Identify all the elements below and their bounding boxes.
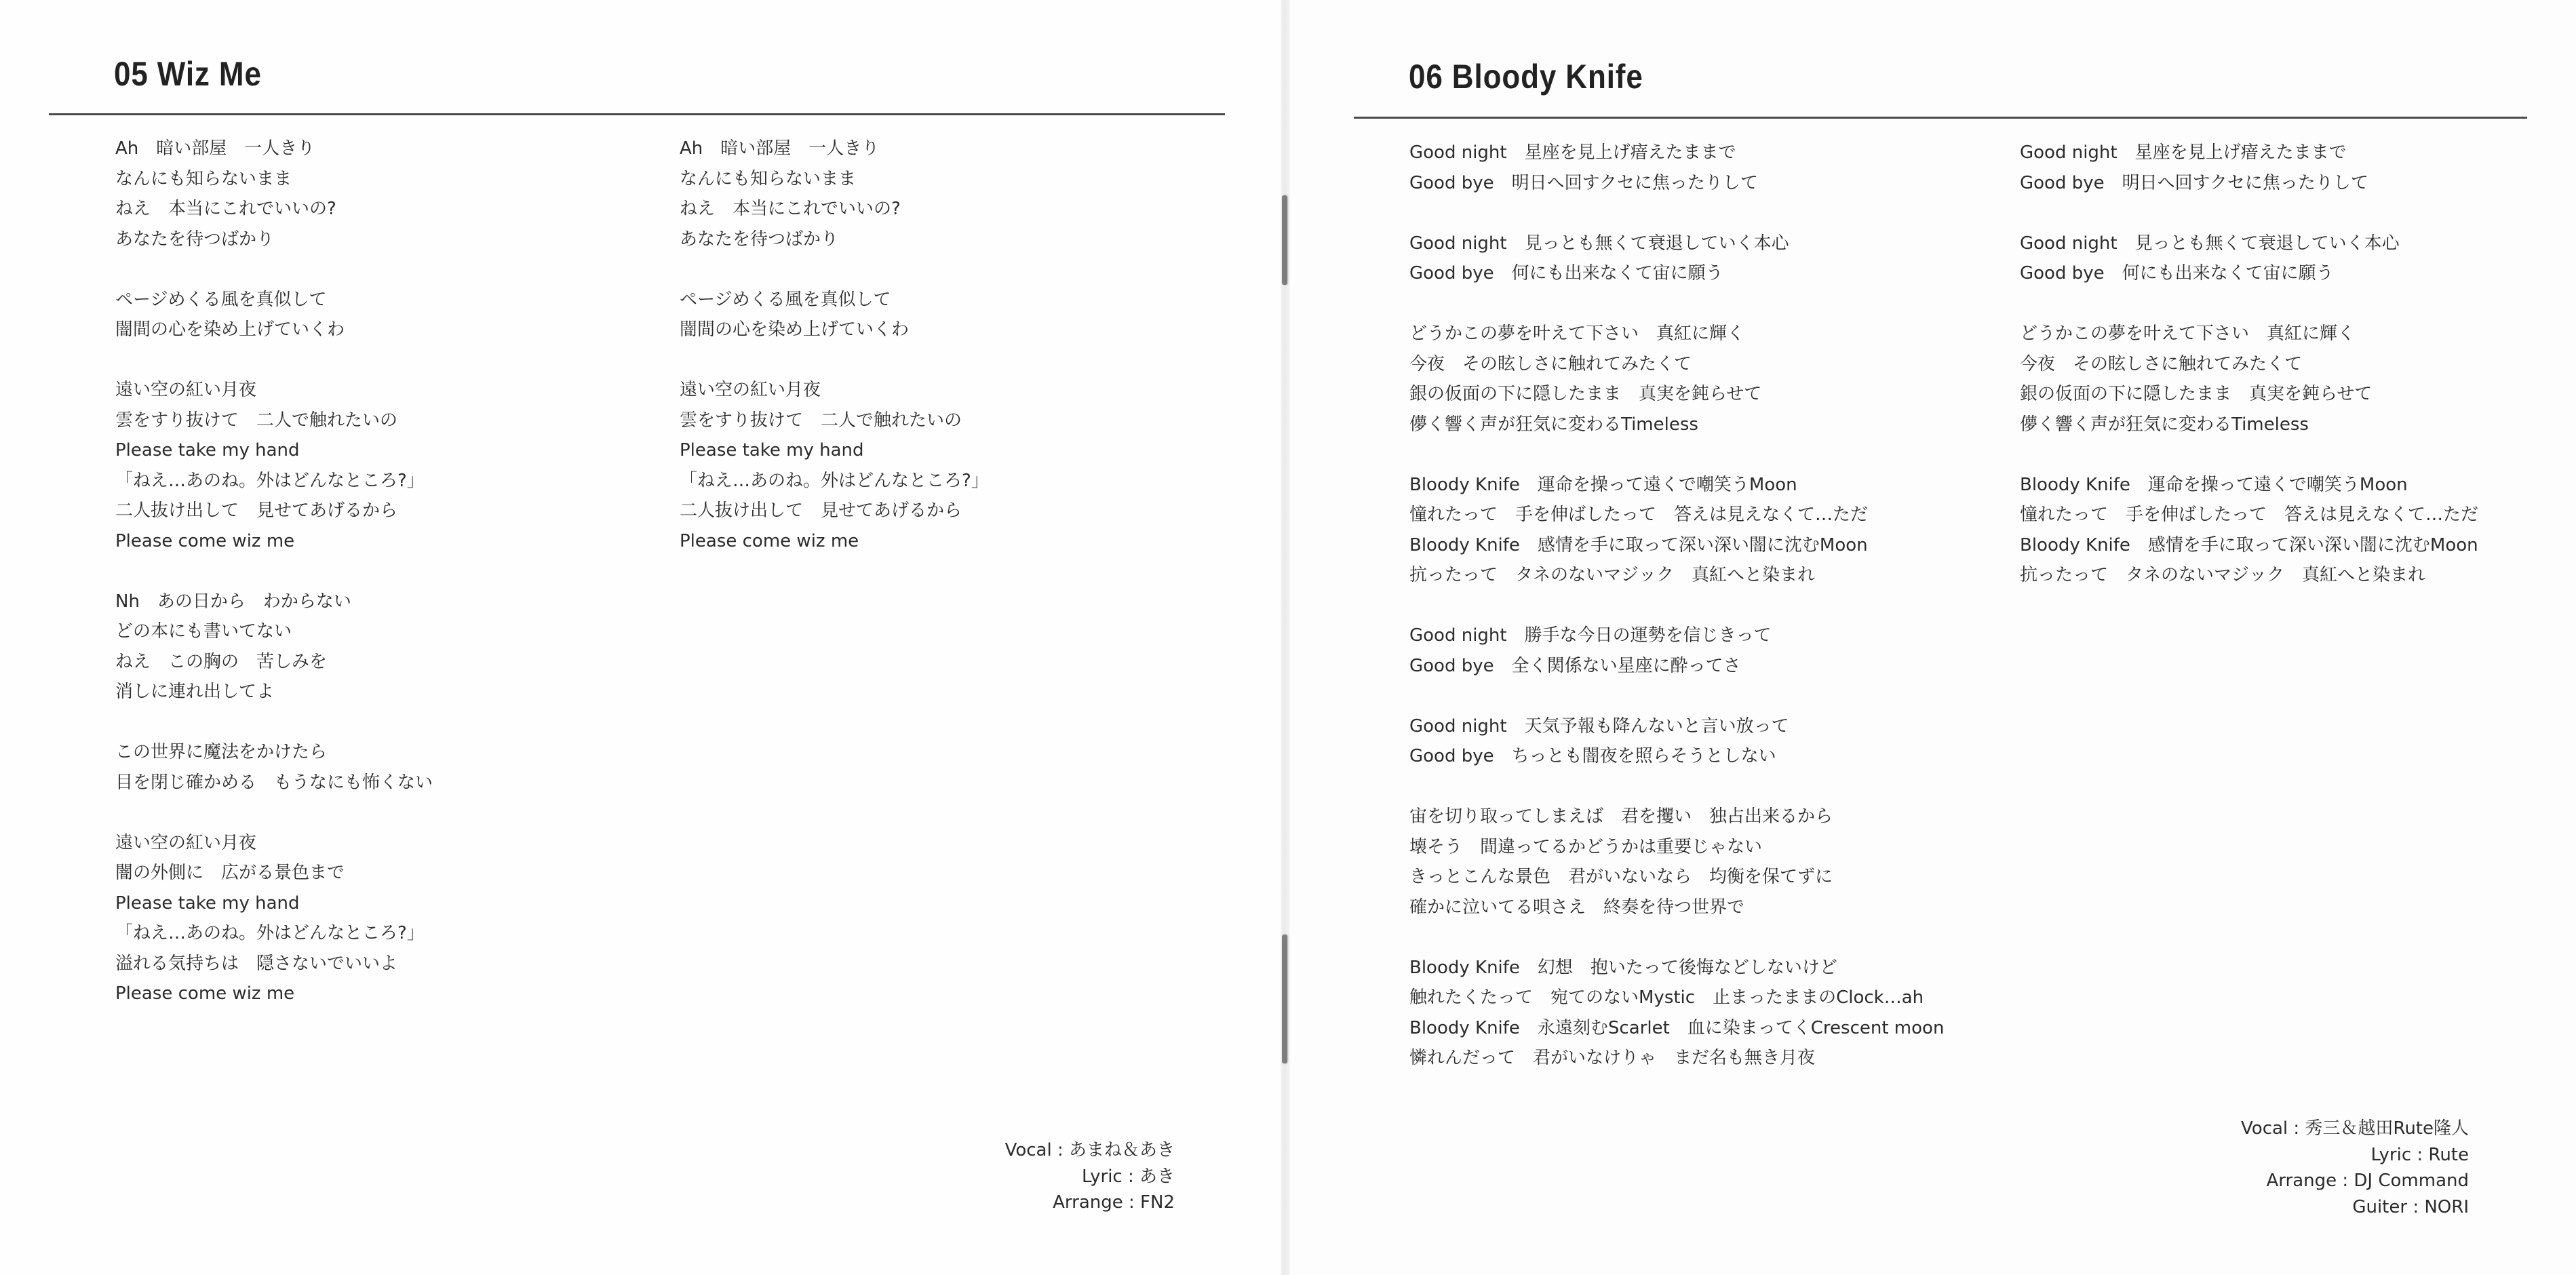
lyric-line: Good night 星座を見上げ瘖えたままで	[1409, 142, 1736, 163]
lyric-line: 壊そう 間違ってるかどうかは重要じゃない	[1409, 836, 1763, 857]
lyric-line: 触れたくたって 宛てのないMystic 止まったままのClock…ah	[1409, 987, 1924, 1008]
lyric-line: 銀の仮面の下に隠したまま 真実を鈍らせて	[1409, 384, 1762, 404]
lyric-line: 遠い空の紅い月夜	[115, 832, 257, 853]
lyric-stanza	[115, 134, 433, 254]
lyric-line: 目を閉じ確かめる もうなにも怖くない	[115, 772, 433, 793]
credit-line: Vocal : あまね＆あき	[1004, 1140, 1175, 1160]
track-05-credits	[1005, 1137, 1175, 1216]
lyric-line: どうかこの夢を叶えて下さい 真紅に輝く	[2020, 323, 2356, 344]
lyric-line: Please take my hand	[680, 440, 864, 460]
lyric-line: 抗ったって タネのないマジック 真紅へと染まれ	[1409, 565, 1816, 585]
lyric-stanza	[2020, 319, 2478, 439]
lyric-line: Good bye 何にも出来なくて宙に願う	[1409, 263, 1723, 283]
lyric-line: この世界に魔法をかけたら	[115, 742, 328, 762]
lyric-line: Please take my hand	[115, 440, 300, 460]
staple-bottom	[1282, 935, 1287, 1063]
track-06-title-rule	[1354, 117, 2527, 119]
lyric-line: Good night 星座を見上げ瘖えたままで	[2020, 142, 2347, 163]
lyric-line: 確かに泣いてる唄さえ 終奏を待つ世界で	[1409, 897, 1745, 918]
lyric-line: ねえ この胸の 苦しみを	[115, 651, 328, 672]
lyric-line: ねえ 本当にこれでいいの?	[115, 199, 336, 219]
credit-line: Vocal : 秀三＆越田Rute隆人	[2241, 1118, 2469, 1139]
lyric-line: 「ねえ…あのね。外はどんなところ?」	[115, 923, 425, 943]
track-05-title: 05 Wiz Me	[114, 55, 262, 93]
lyric-stanza	[680, 375, 989, 556]
credit-line: Lyric : あき	[1082, 1166, 1175, 1187]
lyric-line: Good bye 何にも出来なくて宙に願う	[2020, 263, 2334, 283]
lyric-line: どの本にも書いてない	[115, 621, 292, 642]
lyric-line: 闇の外側に 広がる景色まで	[115, 863, 345, 883]
lyric-line: Bloody Knife 運命を操って遠くで嘲笑うMoon	[2020, 474, 2408, 495]
staple-top	[1282, 195, 1287, 285]
lyric-line: Good bye ちっとも闇夜を照らそうとしない	[1409, 746, 1776, 766]
lyric-line: ねえ 本当にこれでいいの?	[680, 199, 901, 219]
track-06-lyrics-col1	[1409, 138, 1944, 1074]
lyric-line: 二人抜け出して 見せてあげるから	[115, 501, 398, 521]
lyric-line: あなたを待つばかり	[115, 229, 275, 250]
lyric-stanza	[680, 134, 989, 254]
lyric-line: 遠い空の紅い月夜	[115, 380, 257, 400]
lyric-line: 「ねえ…あのね。外はどんなところ?」	[680, 470, 989, 491]
track-05-lyrics-col1	[115, 134, 433, 1009]
lyric-line: 今夜 その眩しさに触れてみたくて	[1409, 353, 1692, 374]
lyric-line: Good night 見っとも無くて衰退していく本心	[1409, 233, 1789, 254]
credit-line: Lyric : Rute	[2370, 1144, 2469, 1165]
lyric-line: 消しに連れ出してよ	[115, 682, 275, 702]
lyric-stanza	[680, 285, 989, 345]
lyric-stanza	[1409, 953, 1944, 1074]
lyric-line: Please take my hand	[115, 892, 300, 914]
lyric-line: Bloody Knife 幻想 抱いたって後悔などしないけど	[1409, 957, 1837, 978]
lyric-line: 雲をすり抜けて 二人で触れたいの	[680, 410, 962, 431]
track-05-title-rule	[49, 113, 1225, 115]
lyric-line: Please come wiz me	[680, 530, 859, 551]
lyric-line: 銀の仮面の下に隠したまま 真実を鈍らせて	[2020, 384, 2373, 404]
lyric-line: 抗ったって タネのないマジック 真紅へと染まれ	[2020, 565, 2426, 585]
lyric-line: なんにも知らないまま	[680, 168, 857, 189]
credit-line: Arrange : FN2	[1053, 1192, 1175, 1213]
lyric-line: ページめくる風を真似して	[115, 289, 327, 310]
lyric-stanza	[1409, 319, 1944, 439]
lyric-line: 闇間の心を染め上げていくわ	[115, 319, 345, 340]
lyric-stanza	[115, 587, 433, 707]
lyric-line: 「ねえ…あのね。外はどんなところ?」	[115, 470, 425, 491]
credit-line: Guiter : NORI	[2352, 1196, 2469, 1217]
lyric-line: 二人抜け出して 見せてあげるから	[680, 501, 962, 521]
lyric-stanza	[2020, 138, 2478, 198]
lyric-stanza	[1409, 138, 1944, 198]
lyric-stanza	[1409, 711, 1944, 772]
lyric-line: 儚く響く声が狂気に変わるTimeless	[1409, 414, 1698, 435]
lyric-stanza	[1409, 802, 1944, 922]
lyric-stanza	[1409, 621, 1944, 681]
lyric-line: Good night 天気予報も降んないと言い放って	[1409, 715, 1789, 737]
lyric-line: きっとこんな景色 君がいないなら 均衡を保てずに	[1409, 867, 1833, 887]
lyric-line: 闇間の心を染め上げていくわ	[680, 319, 910, 340]
lyric-line: Good bye 全く関係ない星座に酔ってさ	[1409, 655, 1741, 676]
lyric-stanza	[1409, 229, 1944, 289]
lyric-line: 憧れたって 手を伸ばしたって 答えは見えなくて…ただ	[2020, 505, 2479, 525]
lyric-line: Good night 見っとも無くて衰退していく本心	[2020, 233, 2400, 254]
lyric-line: 宙を切り取ってしまえば 君を攫い 独占出来るから	[1409, 806, 1833, 827]
lyric-line: 遠い空の紅い月夜	[680, 380, 821, 400]
track-06-credits	[2241, 1116, 2469, 1220]
lyric-stanza	[115, 737, 433, 798]
lyric-line: 儚く響く声が狂気に変わるTimeless	[2020, 414, 2309, 435]
lyric-line: 溢れる気持ちは 隠さないでいいよ	[115, 953, 398, 974]
track-06-lyrics-col2	[2020, 138, 2478, 591]
lyric-stanza	[115, 285, 433, 345]
credit-line: Arrange : DJ Command	[2266, 1171, 2469, 1191]
lyric-stanza	[115, 375, 433, 556]
lyric-line: なんにも知らないまま	[115, 168, 292, 189]
lyric-line: Good bye 明日へ回すクセに焦ったりして	[2020, 172, 2368, 193]
lyric-stanza	[115, 828, 433, 1009]
lyric-line: Please come wiz me	[115, 530, 295, 551]
lyric-line: 憐れんだって 君がいなけりゃ まだ名も無き月夜	[1409, 1048, 1816, 1068]
lyric-line: Good bye 明日へ回すクセに焦ったりして	[1409, 172, 1758, 193]
lyric-line: 今夜 その眩しさに触れてみたくて	[2020, 353, 2303, 374]
lyric-line: Good night 勝手な今日の運勢を信じきって	[1409, 625, 1772, 646]
lyric-stanza	[1409, 470, 1944, 591]
lyric-line: Ah 暗い部屋 一人きり	[115, 138, 315, 159]
lyric-line: あなたを待つばかり	[680, 229, 839, 250]
lyric-line: 憧れたって 手を伸ばしたって 答えは見えなくて…ただ	[1409, 505, 1869, 525]
lyric-line: Bloody Knife 運命を操って遠くで嘲笑うMoon	[1409, 474, 1797, 495]
track-05-lyrics-col2	[680, 134, 989, 556]
lyric-line: Bloody Knife 感情を手に取って深い深い闇に沈むMoon	[2020, 534, 2478, 555]
booklet-spine	[1281, 0, 1290, 1275]
lyric-line: Nh あの日から わからない	[115, 591, 351, 612]
lyric-stanza	[2020, 229, 2478, 289]
lyric-line: Ah 暗い部屋 一人きり	[680, 138, 880, 159]
lyric-line: ページめくる風を真似して	[680, 289, 891, 310]
track-06-title: 06 Bloody Knife	[1409, 58, 1643, 96]
lyric-line: Bloody Knife 感情を手に取って深い深い闇に沈むMoon	[1409, 534, 1868, 555]
lyric-line: Please come wiz me	[115, 983, 295, 1004]
lyric-line: 雲をすり抜けて 二人で触れたいの	[115, 410, 398, 431]
lyric-line: どうかこの夢を叶えて下さい 真紅に輝く	[1409, 323, 1745, 344]
lyric-line: Bloody Knife 永遠刻むScarlet 血に染まってくCrescent moon	[1409, 1017, 1945, 1038]
lyric-stanza	[2020, 470, 2478, 591]
